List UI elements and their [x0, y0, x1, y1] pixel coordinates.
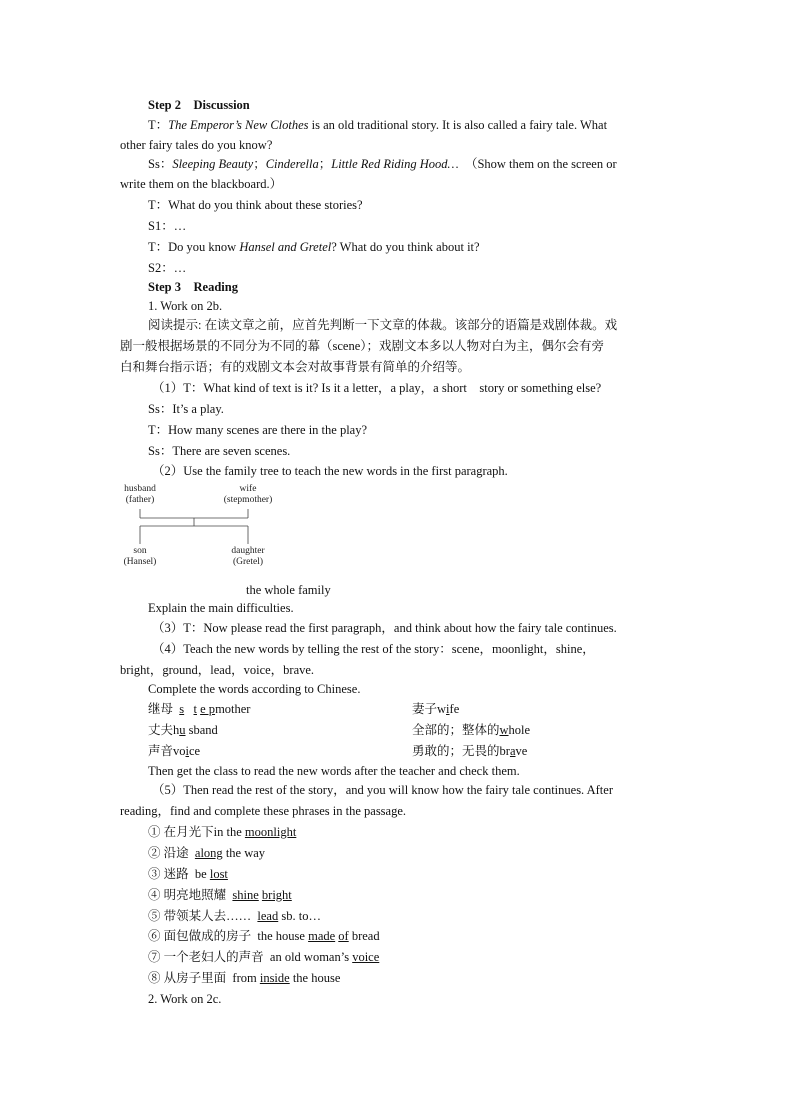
family-tree	[120, 484, 320, 594]
step2-heading: Step 2 Discussion	[148, 98, 250, 112]
tree-lines	[120, 484, 320, 554]
phrase-4: ④ 明亮地照耀 shine bright	[148, 888, 292, 902]
word-row-1: 继母 s t e pmother	[148, 702, 251, 716]
word-row-1-right: 妻子wife	[412, 702, 460, 716]
work-2b: 1. Work on 2b.	[148, 299, 223, 313]
phrase-7: ⑦ 一个老妇人的声音 an old woman’s voice	[148, 950, 380, 964]
word-row-2-right: 全部的；整体的whole	[412, 723, 531, 737]
step3-heading: Step 3 Reading	[148, 280, 238, 294]
tree-husband: husband (father)	[124, 484, 156, 505]
tree-daughter: daughter (Gretel)	[231, 546, 265, 567]
question-3: （2）Use the family tree to teach the new words in the first paragraph.	[152, 464, 508, 478]
story-title: The Emperor’s New Clothes	[168, 118, 309, 132]
question-1: （1）T：What kind of text is it? Is it a letter，a play，a short story or something else?	[152, 381, 602, 395]
reading-tip-1: 阅读提示: 在读文章之前，应首先判断一下文章的体裁。该部分的语篇是戏剧体裁。戏	[148, 318, 618, 332]
phrase-1: ① 在月光下in the moonlight	[148, 825, 297, 839]
question-5b: bright，ground，lead，voice，brave.	[120, 663, 315, 677]
tree-caption: the whole family	[246, 583, 331, 597]
paragraph-s1: S1：…	[148, 219, 187, 233]
word-row-3: 声音voice	[148, 744, 201, 758]
complete-instruction: Complete the words according to Chinese.	[148, 682, 361, 696]
paragraph-t1-cont: other fairy tales do you know?	[120, 138, 273, 152]
question-2: T：How many scenes are there in the play?	[148, 423, 368, 437]
phrase-6: ⑥ 面包做成的房子 the house made of bread	[148, 929, 380, 943]
question-5a: （4）Teach the new words by telling the rest of the story：scene，moonlight，shine，	[152, 642, 595, 656]
question-6b: reading，find and complete these phrases in the passage.	[120, 804, 407, 818]
paragraph-s2: S2：…	[148, 261, 187, 275]
answer-1: Ss：It’s a play.	[148, 402, 224, 416]
question-6a: （5）Then read the rest of the story，and you will know how the fairy tale continues. After	[152, 783, 613, 797]
tree-son: son (Hansel)	[123, 546, 157, 567]
phrase-5: ⑤ 带领某人去…… lead sb. to…	[148, 909, 321, 923]
paragraph-ss-cont: write them on the blackboard.）	[120, 177, 283, 191]
paragraph-ss: Ss：Sleeping Beauty；Cinderella；Little Red Riding Hood… （Show them on the screen or	[148, 157, 617, 171]
phrase-2: ② 沿途 along the way	[148, 846, 266, 860]
reading-tip-2: 剧一般根据场景的不同分为不同的幕（scene）；戏剧文本多以人物对白为主，偶尔会有旁	[120, 339, 605, 353]
then-line: Then get the class to read the new words after the teacher and check them.	[148, 764, 520, 778]
explain-line: Explain the main difficulties.	[148, 601, 294, 615]
paragraph-t2: T：What do you think about these stories?	[148, 198, 363, 212]
reading-tip-3: 白和舞台指示语；有的戏剧文本会对故事背景有简单的介绍等。	[120, 360, 471, 374]
paragraph-t1: T：The Emperor’s New Clothes is an old traditional story. It is also called a fairy tale. What	[148, 118, 608, 132]
word-row-2: 丈夫hu sband	[148, 723, 218, 737]
word-row-3-right: 勇敢的；无畏的brave	[412, 744, 528, 758]
question-4: （3）T：Now please read the first paragraph，and think about how the fairy tale continues.	[152, 621, 617, 635]
tree-wife: wife (stepmother)	[223, 484, 273, 505]
paragraph-t3: T：Do you know Hansel and Gretel? What do you think about it?	[148, 240, 480, 254]
work-2c: 2. Work on 2c.	[148, 992, 222, 1006]
answer-2: Ss：There are seven scenes.	[148, 444, 291, 458]
phrase-3: ③ 迷路 be lost	[148, 867, 228, 881]
phrase-8: ⑧ 从房子里面 from inside the house	[148, 971, 341, 985]
